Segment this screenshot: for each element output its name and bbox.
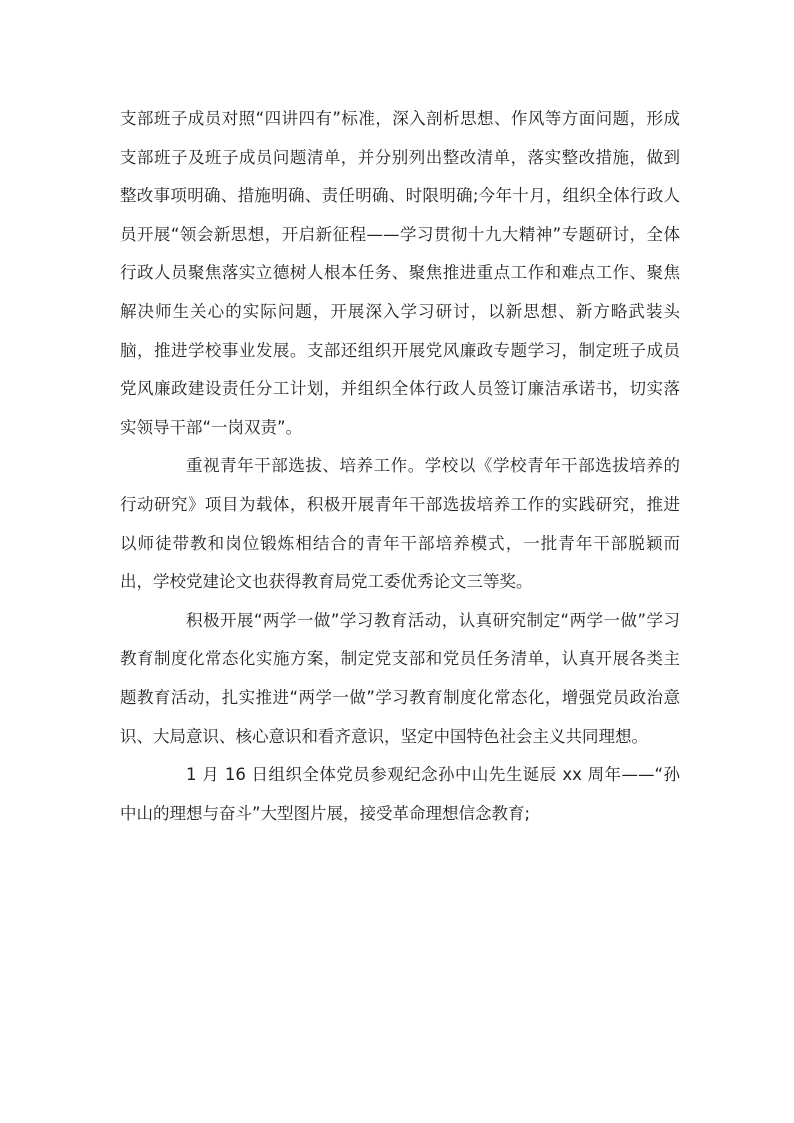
document-body (120, 100, 680, 833)
paragraph-two-studies-one-action: 积极开展“两学一做”学习教育活动，认真研究制定“两学一做”学习教育制度化常态化实施方案，制定党支部和党员任务清单，认真开展各类主题教育活动，扎实推进“两学一做”学习教育制度化常态化，增强党员政治意识、大局意识、核心意识和看齐意识，坚定中国特色社会主义共同理想。 (120, 610, 680, 746)
paragraph-young-cadre-training: 重视青年干部选拔、培养工作。学校以《学校青年干部选拔培养的行动研究》项目为载体，积极开展青年干部选拔培养工作的实践研究，推进以师徒带教和岗位锻炼相结合的青年干部培养模式，一批青年干部脱颖而出，学校党建论文也获得教育局党工委优秀论文三等奖。 (120, 456, 680, 592)
paragraph-sun-yat-sen-exhibition: 1 月 16 日组织全体党员参观纪念孙中山先生诞辰 xx 周年——“孙中山的理想与奋斗”大型图片展，接受革命理想信念教育; (120, 765, 680, 823)
paragraph-party-branch-rectification: 支部班子成员对照“四讲四有”标准，深入剖析思想、作风等方面问题，形成支部班子及班子成员问题清单，并分别列出整改清单，落实整改措施，做到整改事项明确、措施明确、责任明确、时限明确;今年十月，组织全体行政人员开展“领会新思想，开启新征程——学习贯彻十九大精神”专题研讨，全体行政人员聚焦落实立德树人根本任务、聚焦推进重点工作和难点工作、聚焦解决师生关心的实际问题，开展深入学习研讨，以新思想、新方略武装头脑，推进学校事业发展。支部还组织开展党风廉政专题学习，制定班子成员党风廉政建设责任分工计划，并组织全体行政人员签订廉洁承诺书，切实落实领导干部“一岗双责”。 (120, 109, 680, 437)
